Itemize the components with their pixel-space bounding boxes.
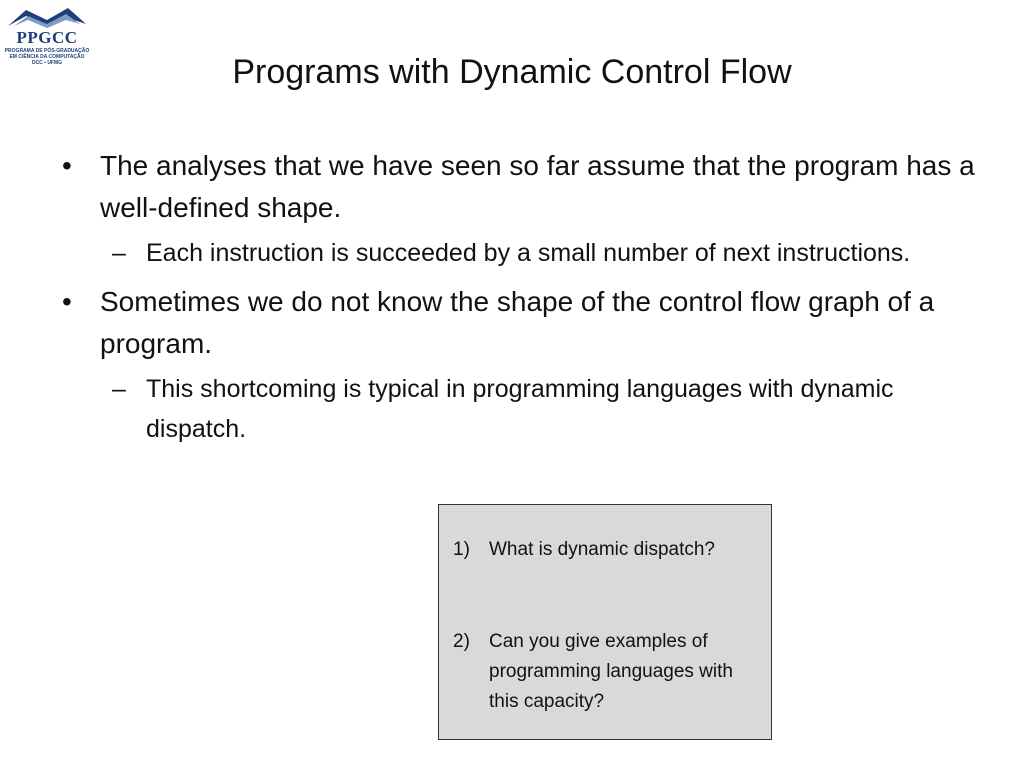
bullet-text: Sometimes we do not know the shape of the control flow graph of a program. bbox=[100, 286, 935, 359]
dash-icon: – bbox=[112, 239, 126, 267]
logo-wing-icon bbox=[4, 4, 90, 30]
bullet-item bbox=[58, 145, 978, 229]
slide-title: Programs with Dynamic Control Flow bbox=[232, 53, 792, 91]
logo-name: PPGCC bbox=[16, 28, 78, 47]
logo-subtitle-line3: DCC • UFMG bbox=[31, 60, 63, 66]
question-item bbox=[453, 627, 753, 717]
sub-bullet-text: This shortcoming is typical in programming languages with dynamic dispatch. bbox=[146, 375, 894, 443]
bullet-icon: • bbox=[62, 150, 72, 181]
sub-bullet-item bbox=[58, 233, 978, 273]
bullet-item bbox=[58, 281, 978, 365]
logo-subtitle-line1: PROGRAMA DE PÓS-GRADUAÇÃO bbox=[4, 48, 90, 54]
sub-bullet-text: Each instruction is succeeded by a small number of next instructions. bbox=[146, 239, 911, 267]
dash-icon: – bbox=[112, 375, 126, 403]
question-number: 1) bbox=[453, 539, 470, 560]
question-text: What is dynamic dispatch? bbox=[489, 539, 715, 560]
bullet-icon: • bbox=[62, 286, 72, 317]
question-item bbox=[453, 535, 753, 565]
question-number: 2) bbox=[453, 631, 470, 652]
question-text: Can you give examples of programming languages with this capacity? bbox=[489, 631, 733, 712]
bullet-list bbox=[58, 145, 978, 457]
bullet-text: The analyses that we have seen so far assume that the program has a well-defined shape. bbox=[100, 150, 975, 223]
sub-bullet-item bbox=[58, 369, 978, 449]
question-box bbox=[438, 504, 772, 740]
logo-subtitle-line2: EM CIÊNCIA DA COMPUTAÇÃO bbox=[9, 54, 85, 60]
